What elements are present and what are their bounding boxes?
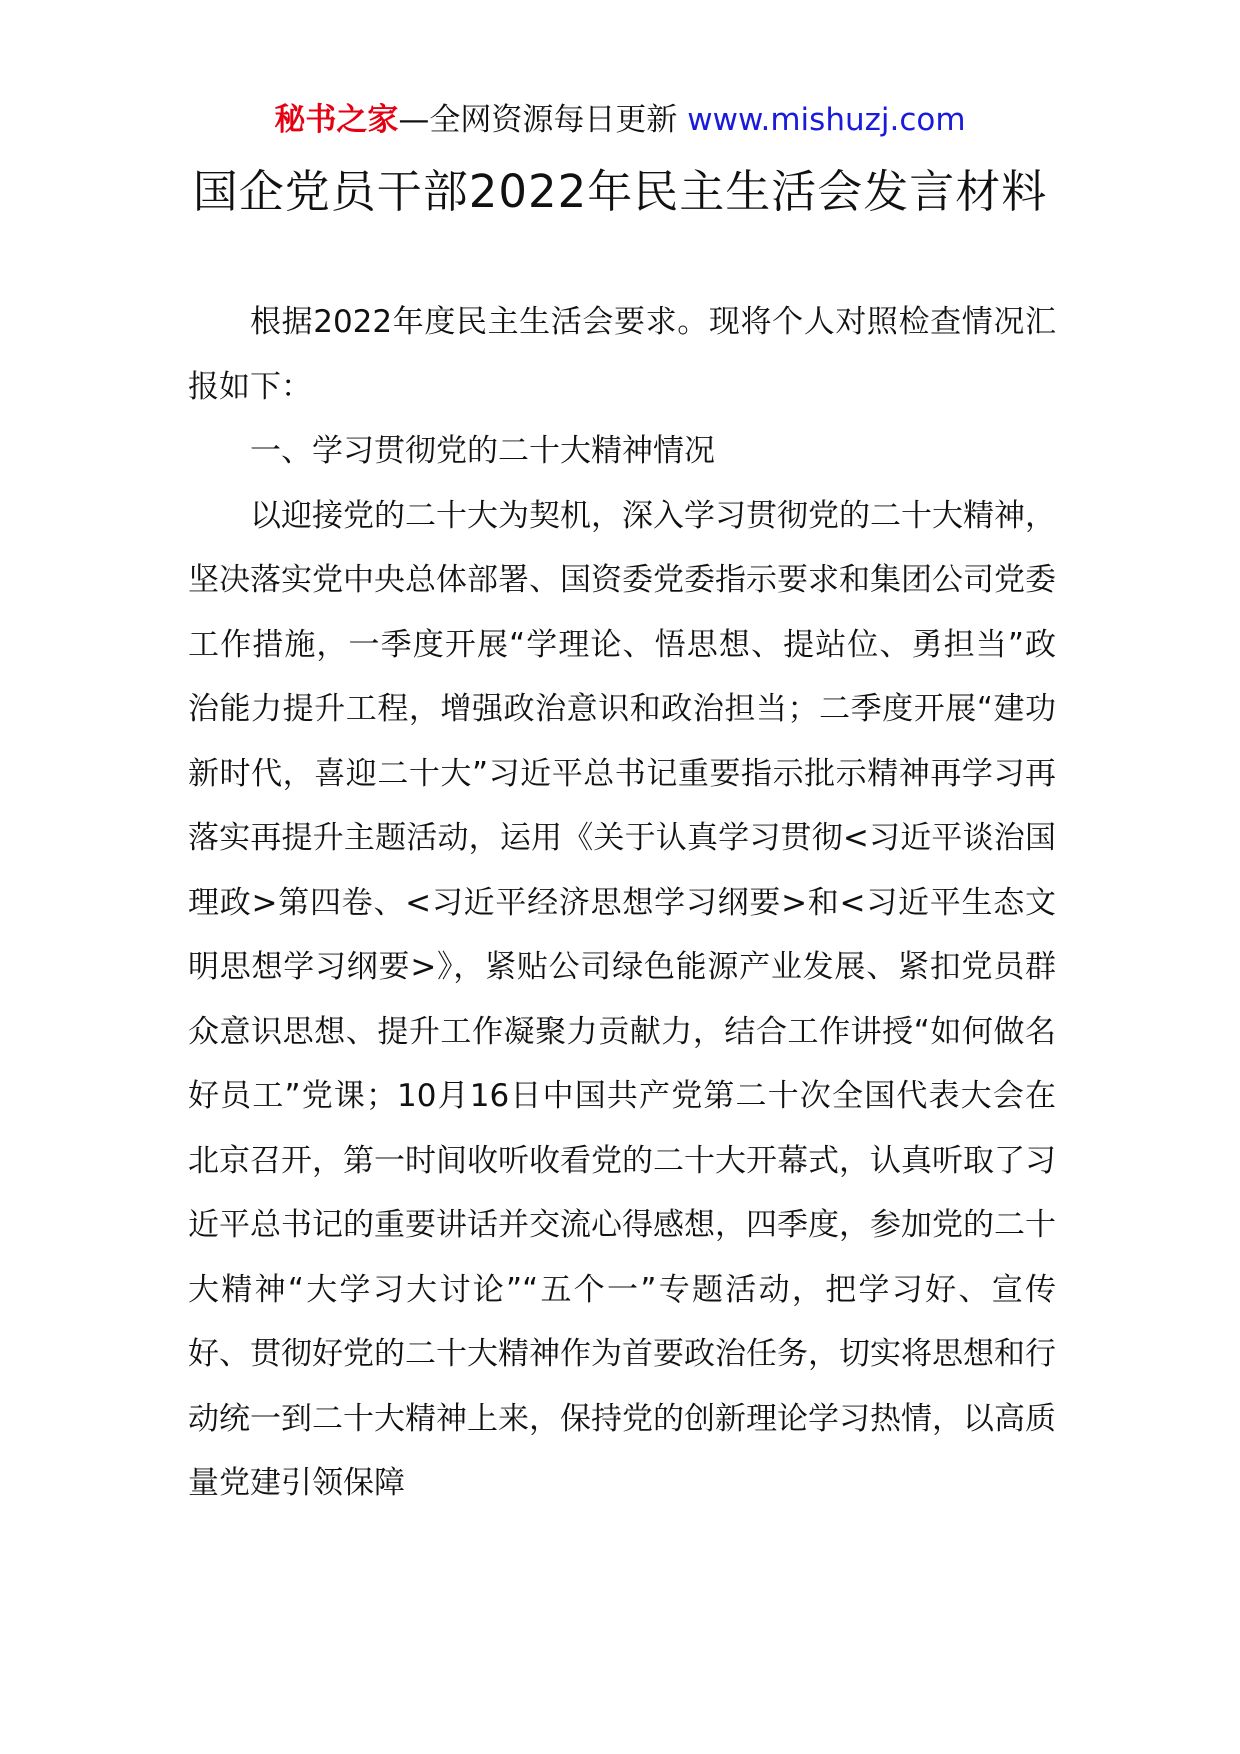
- site-url-link[interactable]: www.mishuzj.com: [687, 102, 966, 138]
- section-heading: 一、学习贯彻党的二十大精神情况: [250, 433, 715, 469]
- document-body: [188, 290, 1056, 1516]
- intro-paragraph: 根据2022年度民主生活会要求。现将个人对照检查情况汇报如下：: [188, 304, 1056, 405]
- brand-name: 秘书之家: [274, 102, 399, 138]
- header-slogan: —全网资源每日更新: [398, 102, 678, 138]
- document-title: 国企党员干部2022年民主生活会发言材料: [192, 165, 1048, 218]
- site-header: [0, 98, 1240, 142]
- section-paragraph: 以迎接党的二十大为契机，深入学习贯彻党的二十大精神，坚决落实党中央总体部署、国资委党委指示要求和集团公司党委工作措施，一季度开展“学理论、悟思想、提站位、勇担当”政治能力提升工程，增强政治意识和政治担当；二季度开展“建功新时代，喜迎二十大”习近平总书记重要指示批示精神再学习再落实再提升主题活动，运用《关于认真学习贯彻<习近平谈治国理政>第四卷、<习近平经济思想学习纲要>和<习近平生态文明思想学习纲要>》，紧贴公司绿色能源产业发展、紧扣党员群众意识思想、提升工作凝聚力贡献力，结合工作讲授“如何做名好员工”党课；10月16日中国共产党第二十次全国代表大会在北京召开，第一时间收听收看党的二十大开幕式，认真听取了习近平总书记的重要讲话并交流心得感想，四季度，参加党的二十大精神“大学习大讨论”“五个一”专题活动，把学习好、宣传好、贯彻好党的二十大精神作为首要政治任务，切实将思想和行动统一到二十大精神上来，保持党的创新理论学习热情，以高质量党建引领保障: [188, 497, 1056, 1501]
